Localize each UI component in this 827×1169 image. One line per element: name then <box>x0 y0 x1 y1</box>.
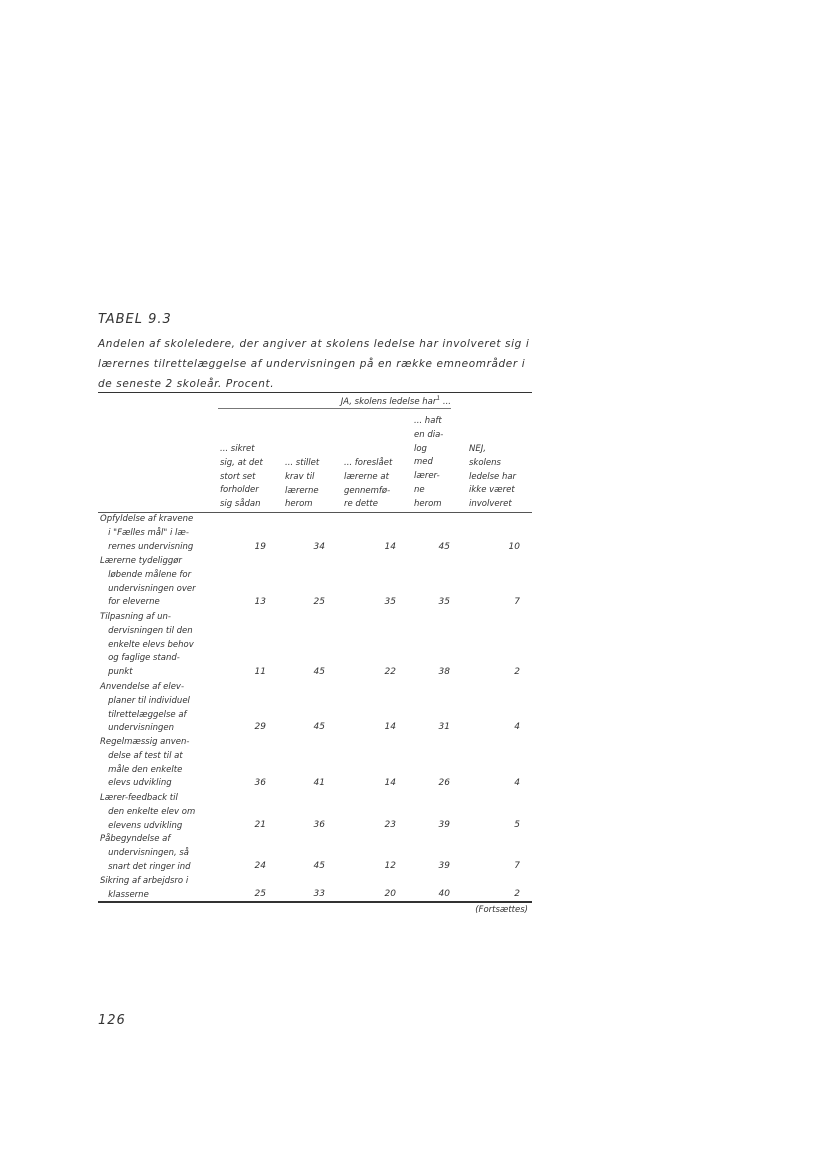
table-cell: 45 <box>313 667 325 677</box>
table-cell: 38 <box>438 667 450 677</box>
table-cell: 11 <box>254 667 266 677</box>
column-header-foreslaaet: ... foreslået lærerne at gennemfø- re dette <box>344 458 393 510</box>
table-cell: 14 <box>384 722 396 732</box>
table-cell: 40 <box>438 889 450 899</box>
column-header-dialog: ... haft en dia- log med lærer- ne herom <box>414 416 444 509</box>
table-cell: 39 <box>438 861 450 871</box>
ja-header-rule <box>218 408 451 409</box>
table-cell: 21 <box>254 820 266 830</box>
table-cell: 7 <box>514 861 520 871</box>
table-caption-text: Andelen af skoleledere, der angiver at skolens ledelse har involveret sig i lærernes tilrettelæggelse af undervisningen på en række emneområder i de seneste 2 skoleår. Procent. <box>98 338 530 390</box>
row-label: Regelmæssig anven- delse af test til at måle den enkelte elevs udvikling <box>100 737 190 789</box>
row-label: Påbegyndelse af undervisningen, så snart det ringer ind <box>100 834 191 872</box>
table-cell: 33 <box>313 889 325 899</box>
column-header-stillet: ... stillet krav til lærerne herom <box>285 458 320 510</box>
column-header-nej: NEJ, skolens ledelse har ikke været involveret <box>469 444 517 510</box>
table-caption-label: TABEL 9.3 <box>98 312 172 327</box>
table-cell: 24 <box>254 861 266 871</box>
row-label: Lærerne tydeliggør løbende målene for undervisningen over for eleverne <box>100 556 196 608</box>
table-bottom-rule <box>98 901 532 903</box>
table-cell: 4 <box>514 722 520 732</box>
table-cell: 25 <box>313 597 325 607</box>
ja-header <box>218 395 451 407</box>
table-cell: 36 <box>254 778 266 788</box>
table-cell: 39 <box>438 820 450 830</box>
table-cell: 22 <box>384 667 396 677</box>
table-cell: 14 <box>384 542 396 552</box>
row-label: Opfyldelse af kravene i "Fælles mål" i læ- rernes undervisning <box>100 514 194 552</box>
row-label: Sikring af arbejdsro i klasserne <box>100 876 189 900</box>
ja-header-suffix: ... <box>440 396 451 407</box>
table-cell: 23 <box>384 820 396 830</box>
table-cell: 12 <box>384 861 396 871</box>
continued-note: (Fortsættes) <box>475 905 528 915</box>
row-label: Lærer-feedback til den enkelte elev om elevens udvikling <box>100 793 196 831</box>
table-cell: 26 <box>438 778 450 788</box>
table-cell: 41 <box>313 778 325 788</box>
table-cell: 34 <box>313 542 325 552</box>
row-label: Tilpasning af un- dervisningen til den enkelte elevs behov og faglige stand- punkt <box>100 612 194 678</box>
table-top-rule <box>98 392 532 393</box>
row-label: Anvendelse af elev- planer til individuel tilrettelæggelse af undervisningen <box>100 682 190 734</box>
table-cell: 35 <box>438 597 450 607</box>
table-cell: 10 <box>508 542 520 552</box>
table-cell: 5 <box>514 820 520 830</box>
table-cell: 2 <box>514 667 520 677</box>
table-cell: 35 <box>384 597 396 607</box>
table-cell: 36 <box>313 820 325 830</box>
table-cell: 20 <box>384 889 396 899</box>
table-cell: 45 <box>313 861 325 871</box>
table-cell: 14 <box>384 778 396 788</box>
table-cell: 7 <box>514 597 520 607</box>
ja-header-text: JA, skolens ledelse har <box>340 396 437 407</box>
table-cell: 31 <box>438 722 450 732</box>
table-cell: 19 <box>254 542 266 552</box>
page-number: 126 <box>98 1013 126 1028</box>
table-cell: 45 <box>313 722 325 732</box>
table-cell: 29 <box>254 722 266 732</box>
table-cell: 25 <box>254 889 266 899</box>
table-cell: 4 <box>514 778 520 788</box>
table-cell: 45 <box>438 542 450 552</box>
column-header-sikret: ... sikret sig, at det stort set forholder sig sådan <box>220 444 263 510</box>
table-cell: 2 <box>514 889 520 899</box>
ja-footnote-mark: 1 <box>436 395 441 402</box>
table-cell: 13 <box>254 597 266 607</box>
